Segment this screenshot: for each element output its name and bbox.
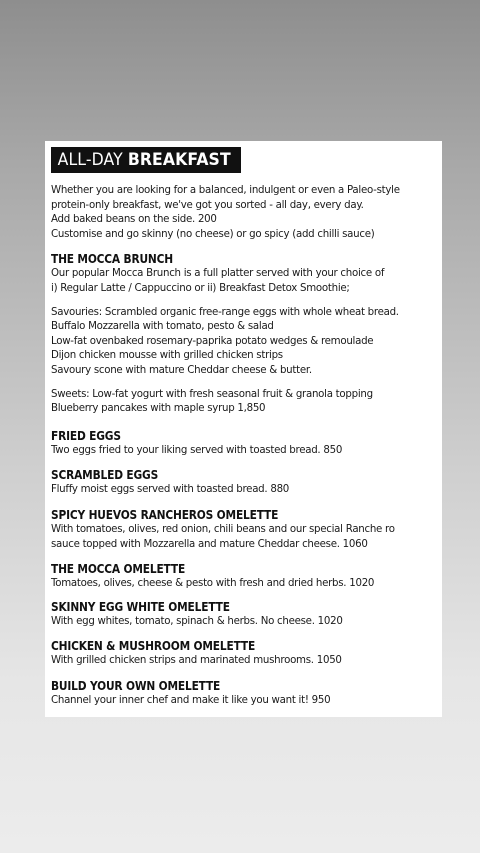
item-name: BUILD YOUR OWN OMELETTE [51,677,221,693]
intro-line: Add baked beans on the side. 200 [51,212,217,226]
item-desc: Tomatoes, olives, cheese & pesto with fresh and dried herbs. 1020 [51,576,375,590]
intro-line: protein-only breakfast, we've got you sorted - all day, every day. [51,197,364,211]
menu-item [51,599,434,629]
menu-section-title [51,147,241,173]
item-name: SKINNY EGG WHITE OMELETTE [51,598,230,614]
item-desc: i) Regular Latte / Cappuccino or ii) Breakfast Detox Smoothie; [51,280,350,294]
item-name: THE MOCCA BRUNCH [51,251,174,267]
title-light: ALL-DAY [57,150,128,169]
brunch-savouries [51,305,434,378]
title-bold: BREAKFAST [127,150,231,169]
item-desc: With grilled chicken strips and marinated mushrooms. 1050 [51,653,342,667]
menu-card [45,141,442,717]
menu-item [51,561,434,591]
menu-item [51,428,434,458]
savoury-line: Low-fat ovenbaked rosemary-paprika potato wedges & remoulade [51,333,374,347]
item-name: FRIED EGGS [51,427,121,443]
item-desc: sauce topped with Mozzarella and mature Cheddar cheese. 1060 [51,536,368,550]
item-desc: Channel your inner chef and make it like you want it! 950 [51,692,331,706]
intro-line: Customise and go skinny (no cheese) or go spicy (add chilli sauce) [51,226,375,240]
menu-item [51,507,434,551]
intro-line: Whether you are looking for a balanced, indulgent or even a Paleo-style [51,183,400,196]
item-desc: With tomatoes, olives, red onion, chili beans and our special Ranche ro [51,521,395,535]
item-desc: Two eggs fried to your liking served with toasted bread. 850 [51,442,343,456]
menu-item [51,638,434,668]
item-desc: Our popular Mocca Brunch is a full platter served with your choice of [51,266,385,280]
menu-item [51,678,434,708]
savoury-line: Savoury scone with mature Cheddar cheese & butter. [51,362,312,376]
item-desc: With egg whites, tomato, spinach & herbs. No cheese. 1020 [51,613,343,627]
item-name: SPICY HUEVOS RANCHEROS OMELETTE [51,506,279,522]
item-name: SCRAMBLED EGGS [51,467,159,483]
menu-item-brunch [51,251,434,415]
savoury-line: Dijon chicken mousse with grilled chicken strips [51,348,283,362]
intro-text [51,183,434,241]
item-name: CHICKEN & MUSHROOM OMELETTE [51,638,256,654]
savoury-line: Buffalo Mozzarella with tomato, pesto & salad [51,319,274,333]
item-name: THE MOCCA OMELETTE [51,561,186,577]
sweet-line: Blueberry pancakes with maple syrup 1,850 [51,401,266,415]
savoury-line: Savouries: Scrambled organic free-range eggs with whole wheat bread. [51,304,399,318]
brunch-sweets [51,387,434,416]
sweet-line: Sweets: Low-fat yogurt with fresh seasonal fruit & granola topping [51,386,373,400]
menu-item [51,467,434,497]
item-desc: Fluffy moist eggs served with toasted bread. 880 [51,482,290,496]
